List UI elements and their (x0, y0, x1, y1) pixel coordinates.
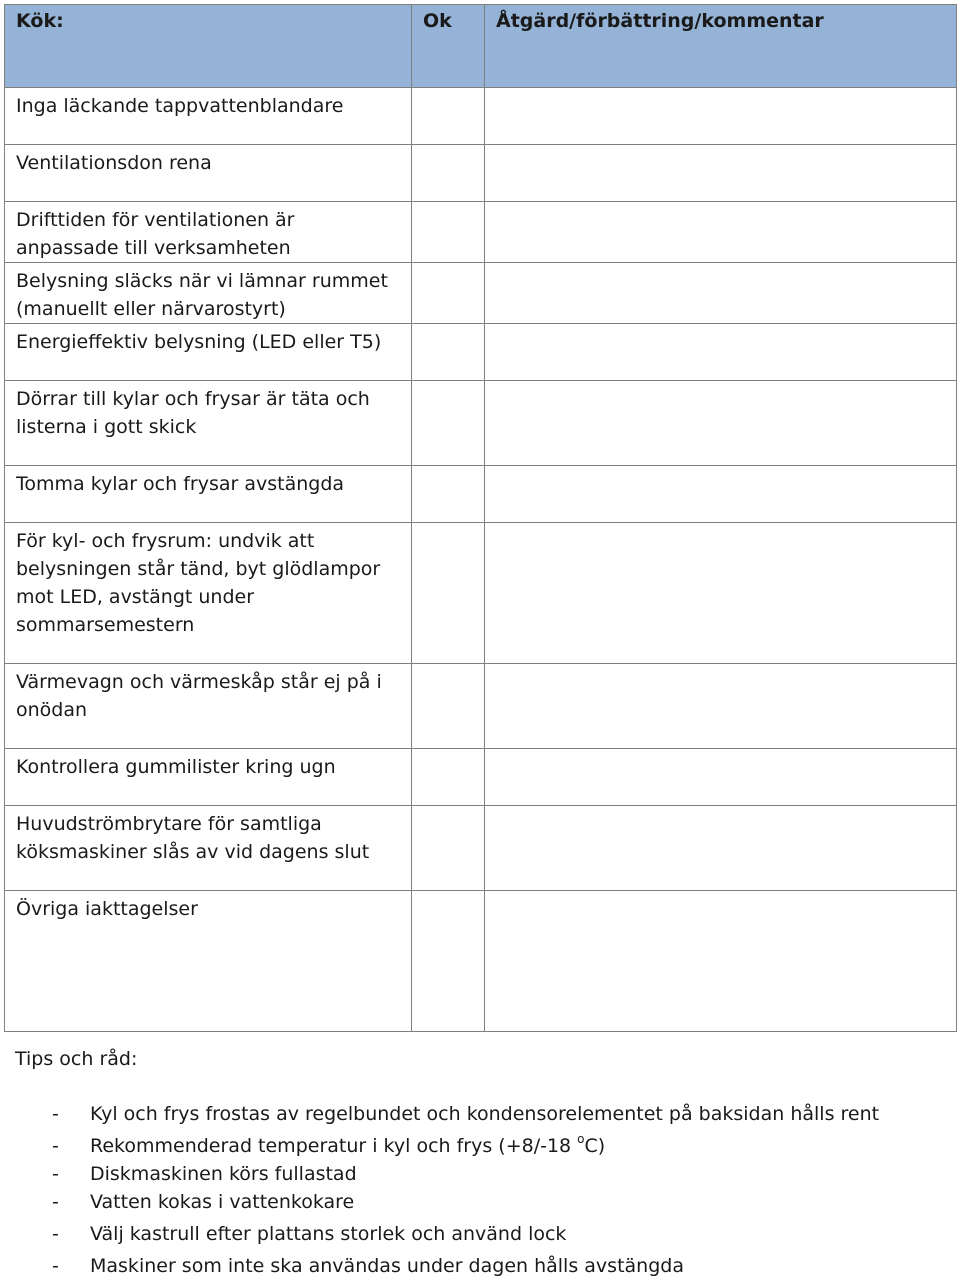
row-label: Energieffektiv belysning (LED eller T5) (5, 324, 412, 381)
ok-cell[interactable] (412, 381, 485, 466)
comment-cell[interactable] (485, 891, 957, 1032)
table-row (5, 891, 957, 1032)
list-dash: - (52, 1191, 59, 1213)
row-label: Värmevagn och värmeskåp står ej på i onödan (5, 664, 412, 749)
table-header-row (5, 5, 957, 88)
ok-cell[interactable] (412, 324, 485, 381)
table-row (5, 202, 957, 263)
comment-cell[interactable] (485, 381, 957, 466)
table-row (5, 749, 957, 806)
row-label: Ventilationsdon rena (5, 145, 412, 202)
ok-cell[interactable] (412, 88, 485, 145)
comment-cell[interactable] (485, 145, 957, 202)
row-label: Huvudströmbrytare för samtliga köksmaskiner slås av vid dagens slut (5, 806, 412, 891)
list-dash: - (52, 1135, 59, 1157)
table-row (5, 263, 957, 324)
header-ok: Ok (412, 5, 485, 88)
ok-cell[interactable] (412, 664, 485, 749)
degree-sup: o (577, 1131, 585, 1146)
comment-cell[interactable] (485, 466, 957, 523)
comment-cell[interactable] (485, 324, 957, 381)
table-row (5, 664, 957, 749)
tips-heading: Tips och råd: (15, 1048, 138, 1070)
list-item (52, 1100, 879, 1128)
ok-cell[interactable] (412, 263, 485, 324)
list-dash: - (52, 1163, 59, 1185)
list-item-text (90, 1132, 605, 1160)
row-label: Tomma kylar och frysar avstängda (5, 466, 412, 523)
header-comment: Åtgärd/förbättring/kommentar (485, 5, 957, 88)
list-dash: - (52, 1255, 59, 1277)
ok-cell[interactable] (412, 523, 485, 664)
list-dash: - (52, 1103, 59, 1125)
table-row (5, 466, 957, 523)
table-row (5, 381, 957, 466)
row-label: Dörrar till kylar och frysar är täta och listerna i gott skick (5, 381, 412, 466)
table-row (5, 324, 957, 381)
table-row (5, 88, 957, 145)
table-row (5, 523, 957, 664)
table-row (5, 145, 957, 202)
list-item (52, 1252, 879, 1280)
comment-cell[interactable] (485, 523, 957, 664)
list-item-text: Maskiner som inte ska användas under dagen hålls avstängda (90, 1255, 684, 1277)
row-label: Belysning släcks när vi lämnar rummet (manuellt eller närvarostyrt) (5, 263, 412, 324)
list-item-text: Vatten kokas i vattenkokare (90, 1191, 355, 1213)
comment-cell[interactable] (485, 806, 957, 891)
row-label: Övriga iakttagelser (5, 891, 412, 1032)
header-kok: Kök: (5, 5, 412, 88)
comment-cell[interactable] (485, 263, 957, 324)
comment-cell[interactable] (485, 202, 957, 263)
row-label: För kyl- och frysrum: undvik att belysningen står tänd, byt glödlampor mot LED, avstängt under sommarsemestern (5, 523, 412, 664)
row-label: Inga läckande tappvattenblandare (5, 88, 412, 145)
temp-text: Rekommenderad temperatur i kyl och frys (+8/-18 (90, 1135, 578, 1157)
list-item (52, 1160, 879, 1188)
comment-cell[interactable] (485, 664, 957, 749)
temp-unit: C) (584, 1135, 606, 1157)
comment-cell[interactable] (485, 88, 957, 145)
list-item (52, 1220, 879, 1248)
row-label: Drifttiden för ventilationen är anpassade till verksamheten (5, 202, 412, 263)
list-item-text: Diskmaskinen körs fullastad (90, 1163, 357, 1185)
ok-cell[interactable] (412, 891, 485, 1032)
ok-cell[interactable] (412, 145, 485, 202)
list-item-text: Välj kastrull efter plattans storlek och använd lock (90, 1223, 567, 1245)
kitchen-checklist-table (4, 4, 957, 1032)
table-row (5, 806, 957, 891)
ok-cell[interactable] (412, 202, 485, 263)
list-item (52, 1132, 879, 1160)
list-dash: - (52, 1223, 59, 1245)
ok-cell[interactable] (412, 749, 485, 806)
row-label: Kontrollera gummilister kring ugn (5, 749, 412, 806)
list-item-text: Kyl och frys frostas av regelbundet och kondensorelementet på baksidan hålls rent (90, 1103, 880, 1125)
list-item (52, 1188, 879, 1216)
tips-list (52, 1100, 879, 1280)
ok-cell[interactable] (412, 806, 485, 891)
comment-cell[interactable] (485, 749, 957, 806)
ok-cell[interactable] (412, 466, 485, 523)
